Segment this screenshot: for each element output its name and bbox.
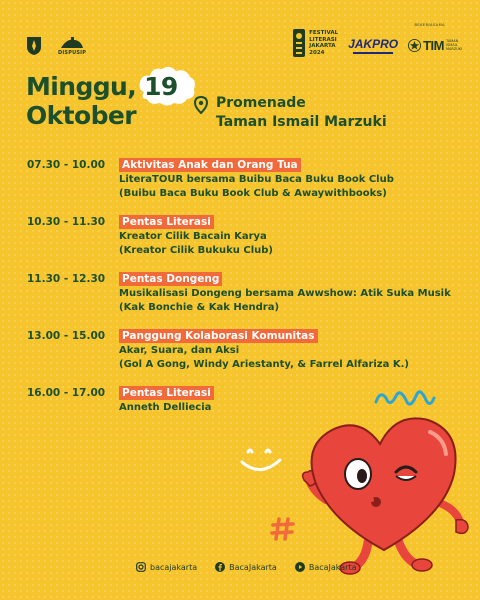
schedule-row xyxy=(27,158,467,201)
festival-line-1: FESTIVAL xyxy=(309,30,339,36)
facebook-label: BacaJakarta xyxy=(229,562,277,572)
dispusip-label: DISPUSIP xyxy=(58,50,87,56)
date-badge xyxy=(144,72,178,101)
category-tag: Panggung Kolaborasi Komunitas xyxy=(119,329,318,343)
schedule-row xyxy=(27,272,467,315)
youtube-handle[interactable] xyxy=(295,562,357,572)
dispusip-emblem-icon xyxy=(59,36,85,50)
tim-logo xyxy=(408,37,463,53)
tim-label: TIM xyxy=(423,37,444,53)
instagram-handle[interactable] xyxy=(136,562,197,572)
schedule-time: 11.30 - 12.30 xyxy=(27,273,106,285)
instagram-icon xyxy=(136,562,146,572)
location-line-2: Taman Ismail Marzuki xyxy=(216,114,387,130)
schedule-time: 07.30 - 10.00 xyxy=(27,159,106,171)
schedule-title: Musikalisasi Dongeng bersama Awwshow: Atik Suka Musik xyxy=(119,288,451,299)
jakpro-underline xyxy=(353,52,393,54)
schedule-row xyxy=(27,329,467,372)
dispusip-logo xyxy=(58,36,86,56)
location-pin-icon xyxy=(194,96,208,114)
instagram-label: bacajakarta xyxy=(150,562,198,572)
category-tag: Aktivitas Anak dan Orang Tua xyxy=(119,158,301,172)
schedule-performers: (Kak Bonchie & Kak Hendra) xyxy=(119,302,280,313)
day-label: Minggu, xyxy=(26,72,137,101)
schedule-title: Kreator Cilik Bacain Karya xyxy=(119,231,267,242)
smiley-decoration-icon xyxy=(238,446,284,478)
category-tag: Pentas Literasi xyxy=(119,386,214,400)
schedule-title: Akar, Suara, dan Aksi xyxy=(119,345,240,356)
jakpro-label: JAKPRO xyxy=(348,36,399,51)
schedule-title: Anneth Delliecia xyxy=(119,402,212,413)
category-tag: Pentas Dongeng xyxy=(119,272,222,286)
youtube-icon xyxy=(295,562,305,572)
date-number: 19 xyxy=(144,72,178,101)
left-logos xyxy=(26,36,86,56)
schedule-time: 13.00 - 15.00 xyxy=(27,330,106,342)
schedule-row xyxy=(27,215,467,258)
schedule-performers: (Gol A Gong, Windy Ariestanty, & Farrel Alfariza K.) xyxy=(119,359,409,370)
location-line-1: Promenade xyxy=(216,95,306,111)
youtube-label: BacaJakarta xyxy=(308,562,357,572)
jakpro-logo xyxy=(348,37,398,54)
schedule-performers: (Buibu Baca Buku Book Club & Awaywithbooks) xyxy=(119,188,387,199)
schedule-time: 10.30 - 11.30 xyxy=(27,216,106,228)
festival-line-4: 2024 xyxy=(309,49,325,56)
right-logos xyxy=(292,28,463,58)
schedule-time: 16.00 - 17.00 xyxy=(27,387,106,399)
jakarta-crest-icon xyxy=(26,36,42,56)
social-footer xyxy=(136,562,357,572)
festival-literasi-logo xyxy=(292,28,338,58)
facebook-icon xyxy=(215,562,225,572)
facebook-handle[interactable] xyxy=(215,562,277,572)
category-tag: Pentas Literasi xyxy=(119,215,214,229)
tim-star-icon xyxy=(408,39,421,52)
heart-mascot-icon xyxy=(292,392,472,577)
tim-sub-label: TAMAN ISMAIL MARZUKI xyxy=(446,39,463,51)
schedule-title: LiteraTOUR bersama Buibu Baca Buku Book Club xyxy=(119,174,394,185)
schedule-performers: (Kreator Cilik Bukuku Club) xyxy=(119,245,273,256)
event-location xyxy=(194,94,387,132)
kerjasama-label: BEKERJASAMA xyxy=(414,23,445,27)
event-date-title xyxy=(26,72,178,130)
festival-mark-icon xyxy=(292,28,306,58)
festival-line-2: LITERASI xyxy=(309,36,337,43)
month-label: Oktober xyxy=(26,101,136,130)
festival-line-3: JAKARTA xyxy=(309,43,336,49)
